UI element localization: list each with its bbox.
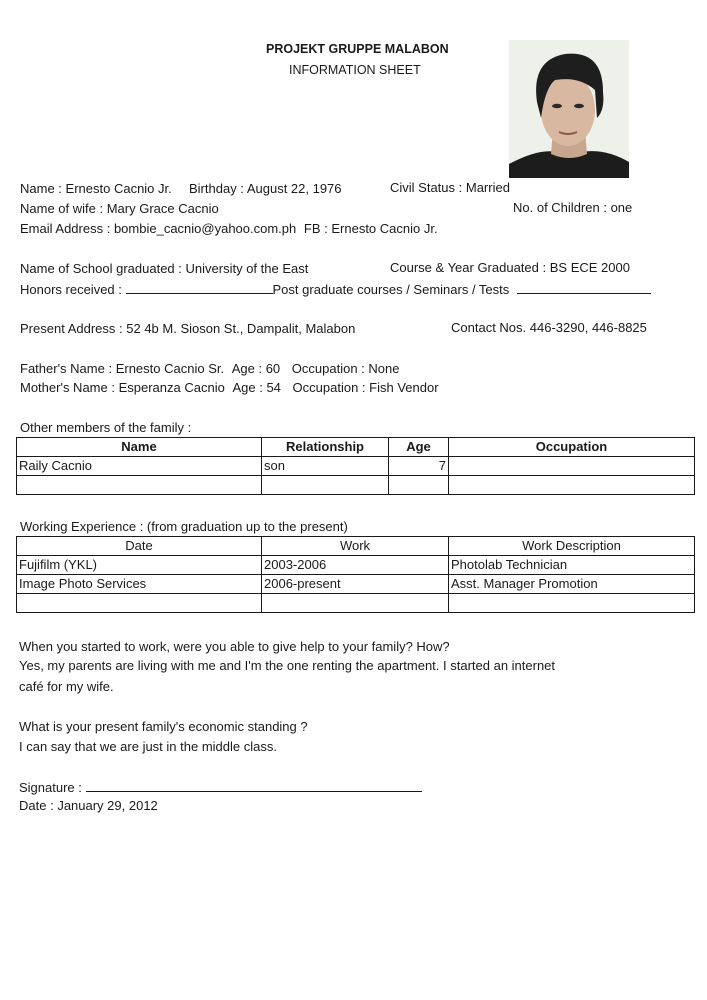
column-header: Date: [17, 537, 262, 556]
column-header: Occupation: [449, 438, 695, 457]
postgrad-label: Post graduate courses / Seminars / Tests: [272, 282, 510, 297]
table-cell[interactable]: [389, 476, 449, 495]
mother-age-value: 54: [266, 380, 281, 395]
table-cell[interactable]: 2003-2006: [262, 556, 449, 575]
person-photo-icon: [509, 40, 629, 178]
work-table: [16, 536, 695, 613]
answer-help-family-line1: Yes, my parents are living with me and I'm the one renting the apartment. I started an internet: [19, 658, 556, 673]
school-value: University of the East: [185, 261, 309, 276]
fb-label: FB :: [303, 221, 328, 236]
table-cell[interactable]: 7: [389, 457, 449, 476]
answer-economic-standing: I can say that we are just in the middle class.: [19, 739, 277, 754]
table-row: [17, 575, 695, 594]
table-cell[interactable]: [262, 594, 449, 613]
course-row: [390, 260, 630, 276]
wife-value: Mary Grace Cacnio: [106, 201, 219, 216]
wife-row: [20, 201, 219, 217]
wife-label: Name of wife :: [20, 201, 104, 216]
father-occupation-label: Occupation :: [291, 361, 365, 376]
contact-value: 446-3290, 446-8825: [529, 320, 647, 335]
address-value: 52 4b M. Sioson St., Dampalit, Malabon: [126, 321, 356, 336]
table-header-row: [17, 537, 695, 556]
form-subtitle: INFORMATION SHEET: [289, 63, 421, 77]
person-photo: [509, 40, 629, 178]
form-title: PROJEKT GRUPPE MALABON: [266, 42, 449, 56]
name-label: Name :: [20, 181, 62, 196]
signature-label: Signature :: [19, 780, 82, 795]
name-row: [20, 181, 172, 197]
table-cell[interactable]: Image Photo Services: [17, 575, 262, 594]
signature-line[interactable]: [86, 779, 422, 792]
table-cell[interactable]: [449, 457, 695, 476]
civil-status-row: [390, 180, 510, 196]
table-cell[interactable]: Fujifilm (YKL): [17, 556, 262, 575]
mother-row: [20, 380, 439, 396]
father-label: Father's Name :: [20, 361, 113, 376]
birthday-value: August 22, 1976: [246, 181, 342, 196]
name-value: Ernesto Cacnio Jr.: [65, 181, 172, 196]
question-economic-standing: What is your present family's economic standing ?: [19, 719, 308, 734]
honors-label: Honors received :: [20, 282, 122, 297]
table-row: [17, 594, 695, 613]
children-value: one: [610, 200, 633, 215]
children-label: No. of Children :: [513, 200, 607, 215]
column-header: Work: [262, 537, 449, 556]
fb-value: Ernesto Cacnio Jr.: [331, 221, 438, 236]
question-help-family: When you started to work, were you able to give help to your family? How?: [19, 639, 450, 654]
email-label: Email Address :: [20, 221, 111, 236]
table-cell[interactable]: [262, 476, 389, 495]
course-label: Course & Year Graduated :: [390, 260, 547, 275]
birthday-row: [189, 181, 342, 197]
contact-label: Contact Nos.: [451, 320, 527, 335]
honors-blank[interactable]: [126, 281, 273, 294]
father-occupation-value: None: [368, 361, 400, 376]
table-row: [17, 457, 695, 476]
column-header: Age: [389, 438, 449, 457]
civil-status-value: Married: [465, 180, 510, 195]
column-header: Name: [17, 438, 262, 457]
course-value: BS ECE 2000: [549, 260, 630, 275]
school-label: Name of School graduated :: [20, 261, 182, 276]
table-cell[interactable]: Asst. Manager Promotion: [449, 575, 695, 594]
father-age-label: Age :: [231, 361, 263, 376]
table-header-row: [17, 438, 695, 457]
table-cell[interactable]: son: [262, 457, 389, 476]
family-table-caption: Other members of the family :: [20, 420, 192, 435]
date-row: [19, 798, 158, 814]
table-cell[interactable]: [17, 476, 262, 495]
civil-status-label: Civil Status :: [390, 180, 463, 195]
mother-occupation-label: Occupation :: [292, 380, 366, 395]
column-header: Relationship: [262, 438, 389, 457]
table-cell[interactable]: 2006-present: [262, 575, 449, 594]
table-row: [17, 556, 695, 575]
answer-help-family-line2: café for my wife.: [19, 679, 114, 694]
column-header: Work Description: [449, 537, 695, 556]
mother-label: Mother's Name :: [20, 380, 115, 395]
table-cell[interactable]: [449, 476, 695, 495]
address-label: Present Address :: [20, 321, 123, 336]
father-value: Ernesto Cacnio Sr.: [115, 361, 225, 376]
father-row: [20, 361, 400, 377]
birthday-label: Birthday :: [189, 181, 244, 196]
mother-age-label: Age :: [232, 380, 263, 395]
signature-row: [19, 779, 422, 796]
date-value: January 29, 2012: [57, 798, 158, 813]
postgrad-blank[interactable]: [517, 281, 651, 294]
date-label: Date :: [19, 798, 54, 813]
contact-row: [451, 320, 647, 336]
father-age-value: 60: [265, 361, 281, 376]
email-value: bombie_cacnio@yahoo.com.ph: [113, 221, 297, 236]
mother-value: Esperanza Cacnio: [118, 380, 225, 395]
school-row: [20, 261, 308, 277]
work-table-caption: Working Experience : (from graduation up to the present): [20, 519, 348, 534]
email-row: [20, 221, 438, 237]
honors-row: [20, 281, 651, 298]
children-row: [513, 200, 632, 216]
address-row: [20, 321, 355, 337]
table-cell[interactable]: Photolab Technician: [449, 556, 695, 575]
table-cell[interactable]: [449, 594, 695, 613]
family-table: [16, 437, 695, 495]
table-row: [17, 476, 695, 495]
table-cell[interactable]: [17, 594, 262, 613]
table-cell[interactable]: Raily Cacnio: [17, 457, 262, 476]
mother-occupation-value: Fish Vendor: [369, 380, 439, 395]
